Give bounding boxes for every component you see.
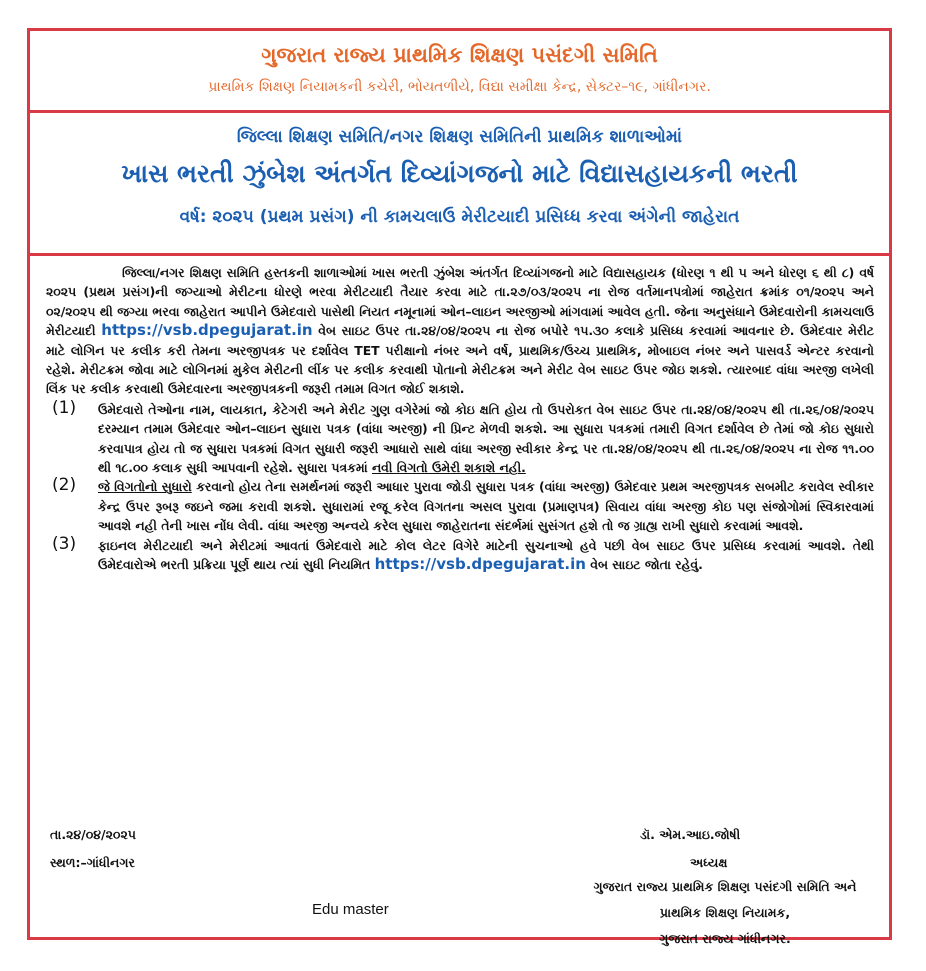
instruction-list (46, 397, 874, 575)
item-text: ફાઇનલ મેરીટયાદી અને મેરીટમાં આવતાં ઉમેદવારો માટે કોલ લેટર વિગેરે માટેની સુચનાઓ હવે પછી વેબ સાઇટ ઉપર પ્રસિધ્ધ કરવામાં આવશે. તેથી ઉમેદવારોએ ભરતી પ્રક્રિયા પૂર્ણ થાય ત્યાં સુધી નિયમિત (98, 537, 874, 573)
notice-main-title: ખાસ ભરતી ઝુંબેશ અંતર્ગત દિવ્યાંગજનો માટે વિદ્યાસહાયકની ભરતી (121, 159, 798, 188)
website-link[interactable]: https://vsb.dpegujarat.in (374, 555, 586, 574)
org-address: પ્રાથમિક શિક્ષણ નિયામકની કચેરી, ભોયતળીયે, વિદ્યા સમીક્ષા કેન્દ્ર, સેક્ટર–૧૯, ગાંધીનગર. (208, 79, 711, 95)
notice-frame (27, 28, 892, 946)
item-number: (3) (52, 533, 77, 554)
signatory-designation-line2: પ્રાથમિક શિક્ષણ નિયામક, (659, 905, 791, 920)
notice-subtitle: જિલ્લા શિક્ષણ સમિતિ/નગર શિક્ષણ સમિતિની પ્રાથમિક શાળાઓમાં (236, 127, 683, 147)
watermark-text: Edu master (312, 901, 389, 918)
notice-date: તા.૨૪/૦૪/૨૦૨૫ (50, 827, 137, 842)
notice-year-title: વર્ષ: ૨૦૨૫ (પ્રથમ પ્રસંગ) ની કામચલાઉ મેરીટયાદી પ્રસિધ્ધ કરવા અંગેની જાહેરાત (179, 207, 740, 227)
signatory-designation-line3: ગુજરાત રાજ્ય ગાંધીનગર. (659, 931, 791, 946)
notice-place: સ્થળ:–ગાંધીનગર (50, 855, 135, 870)
list-item (46, 477, 874, 535)
item-underlined-text: નવી વિગતો ઉમેરી શકાશે નહી. (371, 460, 526, 476)
notice-body (46, 263, 874, 575)
notice-title-box (30, 113, 889, 256)
intro-text-part1: જિલ્લા/નગર શિક્ષણ સમિતિ હસ્તકની શાળાઓમાં ખાસ ભરતી ઝુંબેશ અંતર્ગત દિવ્યાંગજનો માટે વિદ્યાસહાયક (ધોરણ ૧ થી ૫ અને ધોરણ ૬ થી ૮) વર્ષ ૨૦૨૫ (પ્રથમ પ્રસંગ)ની જગ્યાઓ મેરીટના ધોરણે ભરવા મેરીટયાદી તૈયાર કરવા માટે તા.૨૭/૦૩/૨૦૨૫ ના રોજ વર્તમાનપત્રોમાં જાહેરાત ક્રમાંક ૦૧/૨૦૨૫ અને ૦૨/૨૦૨૫ થી જગ્યા ભરવા જાહેરાત આપીને ઉમેદવારો પાસેથી નિયત નમૂનામાં ઓન–લાઇન અરજીઓ માંગવામાં આવેલ હતી. જેના અનુસંધાને ઉમેદવારોની કામચલાઉ મેરીટયાદી (46, 265, 874, 339)
item-number: (2) (52, 475, 77, 496)
item-number: (1) (52, 397, 77, 418)
website-link[interactable]: https://vsb.dpegujarat.in (101, 321, 313, 340)
list-item (46, 533, 874, 575)
item-text: ઉમેદવારો તેઓના નામ, લાયકાત, કેટેગરી અને મેરીટ ગુણ વગેરેમાં જો કોઇ ક્ષતિ હોય તો ઉપરોકત વેબ સાઇટ ઉપર તા.૨૪/૦૪/૨૦૨૫ થી તા.૨૬/૦૪/૨૦૨૫ દરમ્યાન તમામ ઉમેદવાર ઓન–લાઇન સુધારા પત્રક (વાંધા અરજી) ની પ્રિન્ટ મેળવી શકશે. આ સુધારા પત્રકમાં તમારી વિગત દર્શાવેલ છે તેમાં જો કોઇ સુધારો કરવાપાત્ર હોય તો જ સુધારા પત્રકમાં વિગત સુધારી જરૂરી આધારો સાથે વાંધા અરજી સ્વીકાર કેન્દ્ર પર તા.૨૪/૦૪/૨૦૨૫ થી તા.૨૬/૦૪/૨૦૨૫ ના રોજ ૧૧.૦૦ થી ૧૮.૦૦ કલાક સુધી આપવાની રહેશે. સુધારા પત્રકમાં (98, 401, 874, 476)
item-text: કરવાનો હોય તેના સમર્થનમાં જરૂરી આધાર પુરાવા જોડી સુધારા પત્રક (વાંધા અરજી) ઉમેદવાર પ્રથમ અરજીપત્રક સબમીટ કરાવેલ સ્વીકાર કેન્દ્ર ઉપર રૂબરૂ જઇને જમા કરાવી શકશે. સુધારામાં રજૂ કરેલ વિગતના અસલ પુરાવા (પ્રમાણપત્ર) સિવાય વાંધા અરજી કોઇ પણ સંજોગોમાં સ્વિકારવામાં આવશે નહી તેની ખાસ નોંધ લેવી. વાંધા અરજી અન્વયે કરેલ સુધારા જાહેરાતના સંદર્ભમાં સુસંગત હશે તો જ ગ્રાહ્ય રાખી સુધારો કરવામાં આવશે. (98, 479, 874, 534)
notice-header (30, 31, 889, 113)
signatory-designation-line1: ગુજરાત રાજ્ય પ્રાથમિક શિક્ષણ પસંદગી સમિતિ અને (593, 879, 857, 894)
signatory-name: ડૉ. એમ.આઇ.જોષી (640, 827, 741, 842)
item-underlined-text: જે વિગતોનો સુધારો (98, 479, 192, 495)
org-title: ગુજરાત રાજ્ય પ્રાથમિક શિક્ષણ પસંદગી સમિતિ (261, 43, 658, 67)
signatory-role: અધ્યક્ષ (690, 855, 728, 870)
intro-paragraph (46, 263, 874, 399)
list-item (46, 397, 874, 478)
item-text-tail: વેબ સાઇટ જોતા રહેવું. (590, 557, 703, 573)
intro-text-part2: વેબ સાઇટ ઉપર તા.૨૪/૦૪/૨૦૨૫ ના રોજ બપોરે ૧૫.૩૦ કલાકે પ્રસિધ્ધ કરવામાં આવનાર છે. ઉમેદવાર મેરીટ માટે લોગિન પર કલીક કરી તેમના અરજીપત્રક પર દર્શાવેલ TET પરીક્ષાનો નંબર અને વર્ષ, પ્રાથમિક/ઉચ્ચ પ્રાથમિક, મોબાઇલ નંબર અને પાસવર્ડ એન્ટર કરવાનો રહેશે. મેરીટક્રમ જોવા માટે લોગિનમાં મુકેલ મેરીટની લીંક પર કલીક કરવાથી પોતાનો મેરીટક્રમ અને મેરીટ વેબ સાઇટ ઉપર જોઇ શકશે. ત્યારબાદ વાંધા અરજી લખેલી લિંક પર કલીક કરવાથી ઉમેદવારના અરજીપત્રકની જરૂરી તમામ વિગત જોઈ શકાશે. (46, 323, 874, 397)
